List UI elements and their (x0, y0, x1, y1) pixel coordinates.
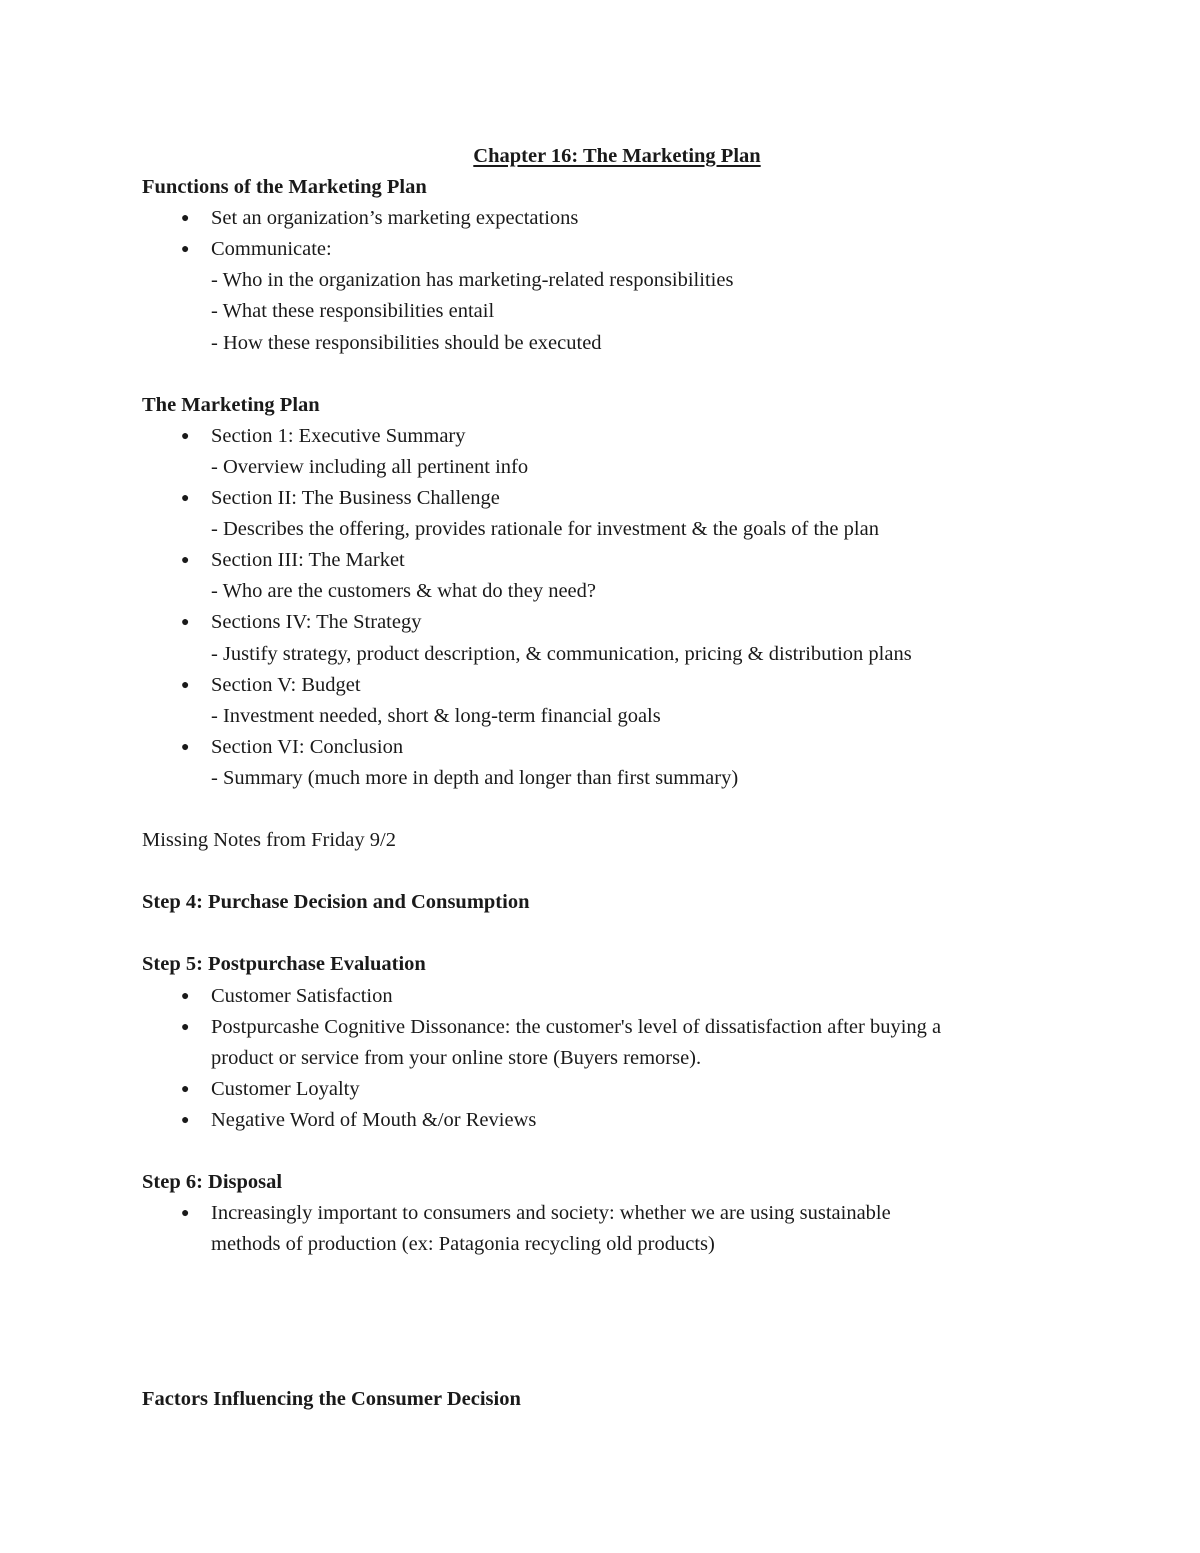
bullet-icon: ● (181, 615, 190, 631)
list-item-text: Communicate: (211, 238, 332, 261)
bullet-icon: ● (181, 428, 190, 444)
list-item-text: Section 1: Executive Summary (211, 424, 466, 447)
sub-item: - Who in the organization has marketing-related responsibilities (211, 269, 734, 292)
document-page (142, 141, 1062, 1415)
list-item (142, 545, 1062, 576)
list-item (142, 732, 1062, 763)
list-item-text: Section VI: Conclusion (211, 735, 404, 758)
bullet-icon: ● (181, 1206, 190, 1222)
sub-item: - Who are the customers & what do they need? (211, 580, 597, 603)
list-item (142, 670, 1062, 701)
list-item-text: Increasingly important to consumers and society: whether we are using sustainable (211, 1202, 891, 1225)
sub-item: - How these responsibilities should be executed (211, 331, 602, 354)
bullet-icon: ● (181, 1112, 190, 1128)
blank-space (142, 1260, 1062, 1384)
sub-item: - What these responsibilities entail (211, 300, 495, 323)
bullet-icon: ● (181, 1019, 190, 1035)
list-item (142, 607, 1062, 638)
list-item-text: Sections IV: The Strategy (211, 611, 422, 634)
sub-item: - Justify strategy, product description, & communication, pricing & distribution plans (211, 642, 912, 665)
list-item-text: Section V: Budget (211, 673, 361, 696)
list-item (142, 1198, 1062, 1229)
bullet-icon: ● (181, 491, 190, 507)
list-item-text: Set an organization’s marketing expectations (211, 207, 579, 230)
blank-line (142, 359, 1062, 390)
list-item-text: Section III: The Market (211, 549, 405, 572)
list-item (142, 203, 1062, 234)
list-item (142, 483, 1062, 514)
bullet-icon: ● (181, 739, 190, 755)
section-heading-marketing-plan: The Marketing Plan (142, 393, 320, 416)
bullet-icon: ● (181, 553, 190, 569)
list-item-continuation: methods of production (ex: Patagonia recycling old products) (211, 1233, 715, 1256)
list-item-text: Customer Loyalty (211, 1077, 360, 1100)
bullet-icon: ● (181, 988, 190, 1004)
bullet-icon: ● (181, 1081, 190, 1097)
sub-item: - Overview including all pertinent info (211, 455, 529, 478)
list-item-text: Postpurcashe Cognitive Dissonance: the customer's level of dissatisfaction after buying a (211, 1015, 942, 1038)
sub-item: - Describes the offering, provides rationale for investment & the goals of the plan (211, 518, 879, 541)
bullet-icon: ● (181, 242, 190, 258)
list-item-continuation: product or service from your online store (Buyers remorse). (211, 1046, 702, 1069)
document-title: Chapter 16: The Marketing Plan (473, 145, 761, 167)
sub-item: - Investment needed, short & long-term financial goals (211, 704, 661, 727)
section-heading-step-6: Step 6: Disposal (142, 1171, 283, 1194)
list-item (142, 1105, 1062, 1136)
section-heading-functions: Functions of the Marketing Plan (142, 176, 427, 199)
section-heading-step-5: Step 5: Postpurchase Evaluation (142, 953, 426, 976)
blank-line (142, 918, 1062, 949)
section-heading-factors: Factors Influencing the Consumer Decision (142, 1388, 521, 1411)
list-item-text: Section II: The Business Challenge (211, 487, 500, 510)
list-item (142, 1012, 1062, 1043)
blank-line (142, 794, 1062, 825)
bullet-icon: ● (181, 677, 190, 693)
list-item (142, 234, 1062, 265)
sub-item: - Summary (much more in depth and longer than first summary) (211, 766, 739, 789)
blank-line (142, 856, 1062, 887)
blank-line (142, 1136, 1062, 1167)
list-item-text: Customer Satisfaction (211, 984, 393, 1007)
missing-notes-line: Missing Notes from Friday 9/2 (142, 829, 396, 852)
bullet-icon: ● (181, 211, 190, 227)
list-item (142, 421, 1062, 452)
list-item (142, 1074, 1062, 1105)
list-item-text: Negative Word of Mouth &/or Reviews (211, 1108, 537, 1131)
section-heading-step-4: Step 4: Purchase Decision and Consumption (142, 891, 530, 914)
list-item (142, 981, 1062, 1012)
